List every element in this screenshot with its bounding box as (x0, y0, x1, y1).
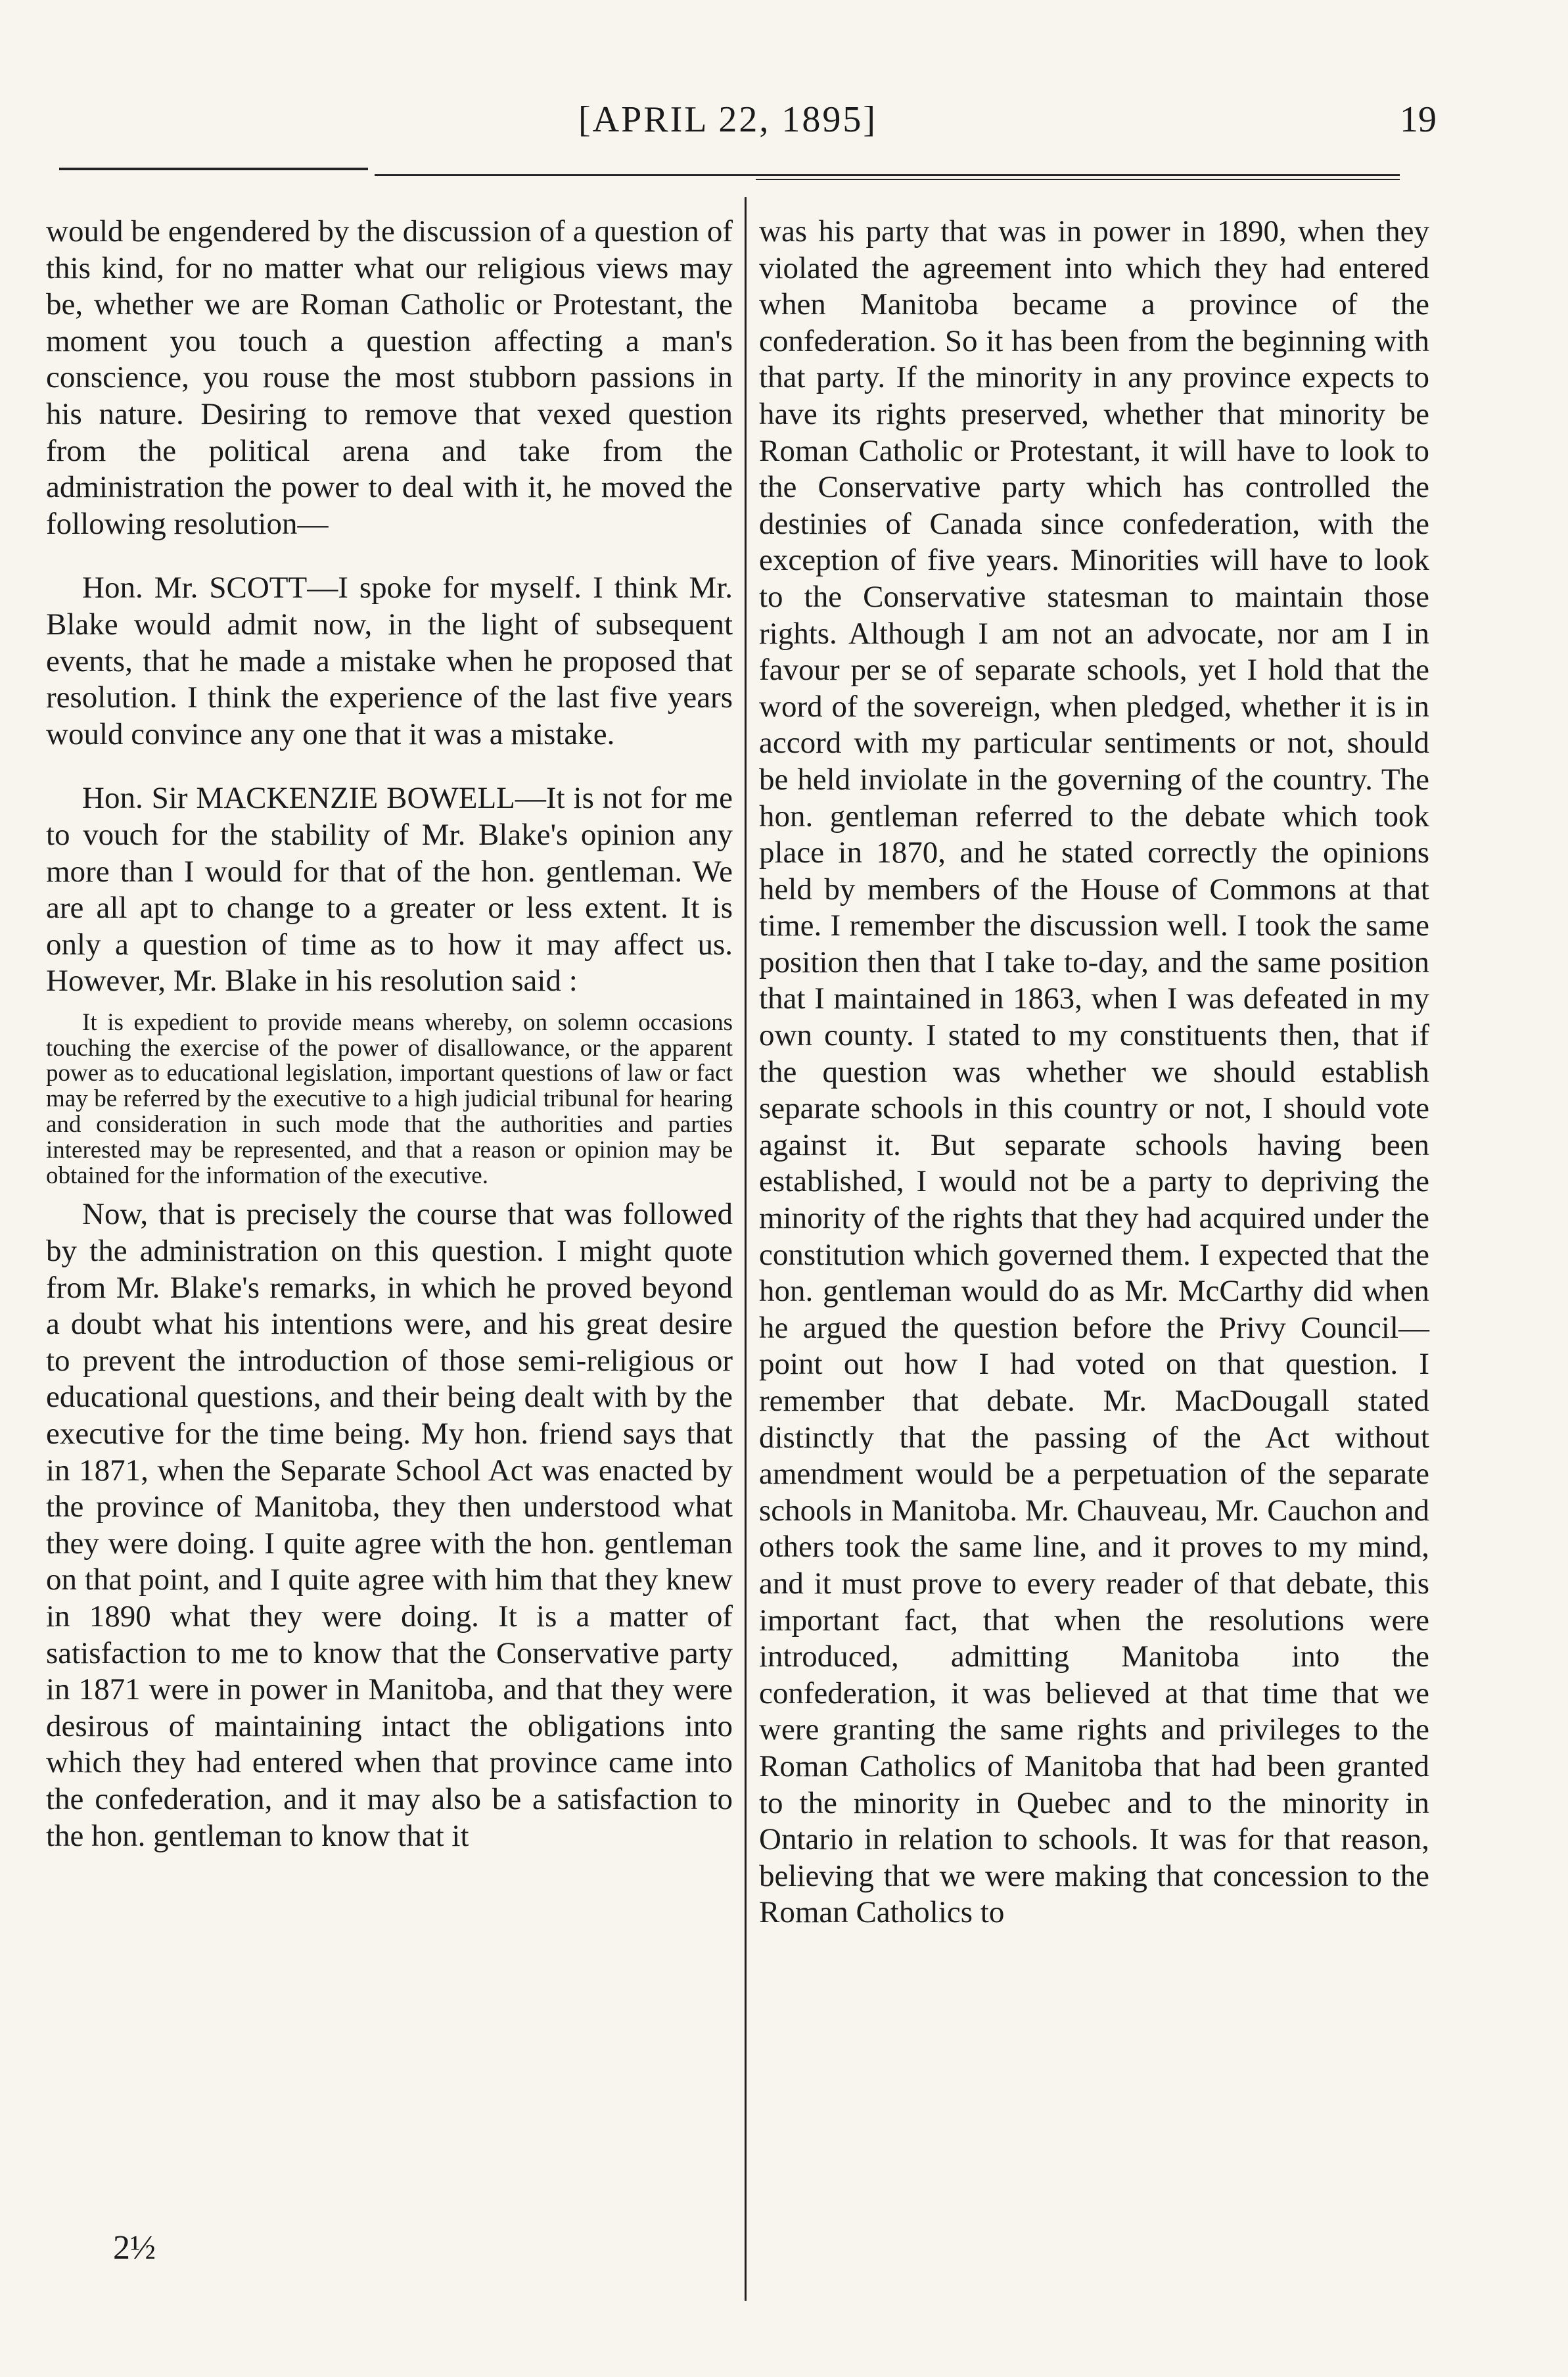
resolution-quote: It is expedient to provide means whereby, on solemn occasions touching the exercise of the power of disallowance, or the apparent power as to educational legislation, important questions of law or fact may be referred by the executive to a high judicial tribunal for hearing and consideration in such mode that the authorities and parties interested may be represented, and that a reason or opinion may be obtained for the information of the executive. (46, 1008, 733, 1189)
header-date: [APRIL 22, 1895] (578, 99, 878, 140)
right-column (759, 214, 1429, 1931)
header-rule-right (375, 174, 1400, 176)
printer-signature-mark: 2½ (113, 2229, 156, 2267)
header-rule-left (59, 168, 368, 170)
left-paragraph-1: would be engendered by the discussion of a question of this kind, for no matter what our religious views may be, whether we are Roman Catholic or Protestant, the moment you touch a question affecting a man's conscience, you rouse the most stubborn passions in his nature. Desiring to remove that vexed question from the political arena and take from the administration the power to deal with it, he moved the following resolution— (46, 214, 733, 541)
right-paragraph-1: was his party that was in power in 1890, when they violated the agreement into which they had entered when Manitoba became a province of the confederation. So it has been from the beginning with that party. If the minority in any province expects to have its rights preserved, whether that minority be Roman Catholic or Protestant, it will have to look to the Conservative party which has controlled the destinies of Canada since confederation, with the exception of five years. Minorities will have to look to the Conservative statesman to maintain those rights. Although I am not an advocate, nor am I in favour per se of separate schools, yet I hold that the word of the sovereign, when pledged, whether it is in accord with my particular sentiments or not, should be held inviolate in the governing of the country. The hon. gentleman referred to the debate which took place in 1870, and he stated correctly the opinions held by members of the House of Commons at that time. I remember the discussion well. I took the same position then that I take to-day, and the same position that I maintained in 1863, when I was defeated in my own county. I stated to my constituents then, that if the question was whether we should establish separate schools in this country or not, I should vote against it. But separate schools having been established, I would not be a party to depriving the minority of the rights that they had acquired under the constitution which governed them. I expected that the hon. gentleman would do as Mr. McCarthy did when he argued the question before the Privy Council—point out how I had voted on that question. I remember that debate. Mr. MacDougall stated distinctly that the passing of the Act without amendment would be a perpetuation of the separate schools in Manitoba. Mr. Chauveau, Mr. Cauchon and others took the same line, and it proves to my mind, and it must prove to every reader of that debate, this important fact, that when the resolutions were introduced, admitting Manitoba into the confederation, it was believed at that time that we were granting the same rights and privileges to the Roman Catholics of Manitoba that had been granted to the minority in Quebec and to the minority in Ontario in relation to schools. It was for that reason, believing that we were making that concession to the Roman Catholics to (759, 214, 1429, 1930)
left-paragraph-bowell: Hon. Sir MACKENZIE BOWELL—It is not for me to vouch for the stability of Mr. Blake's opinion any more than I would for that of the hon. gentleman. We are all apt to change to a greater or less extent. It is only a question of time as to how it may affect us. However, Mr. Blake in his resolution said : (46, 781, 733, 999)
page-header (0, 99, 1568, 151)
left-paragraph-4: Now, that is precisely the course that was followed by the administration on this question. I might quote from Mr. Blake's remarks, in which he proved beyond a doubt what his intentions were, and his great desire to prevent the introduction of those semi-religious or educational questions, and their being dealt with by the executive for the time being. My hon. friend says that in 1871, when the Separate School Act was enacted by the province of Manitoba, they then understood what they were doing. I quite agree with the hon. gentleman on that point, and I quite agree with him that they knew in 1890 what they were doing. It is a matter of satisfaction to me to know that the Conservative party in 1871 were in power in Manitoba, and that they were desirous of maintaining intact the obligations into which they had entered when that province came into the confederation, and it may also be a satisfaction to the hon. gentleman to know that it (46, 1197, 733, 1853)
left-column (46, 214, 733, 1854)
column-divider (745, 197, 747, 2301)
left-paragraph-scott: Hon. Mr. SCOTT—I spoke for myself. I think Mr. Blake would admit now, in the light of subsequent events, that he made a mistake when he proposed that resolution. I think the experience of the last five years would convince any one that it was a mistake. (46, 571, 733, 751)
page-number: 19 (1400, 99, 1437, 140)
header-rule-right-thin (756, 179, 1400, 180)
